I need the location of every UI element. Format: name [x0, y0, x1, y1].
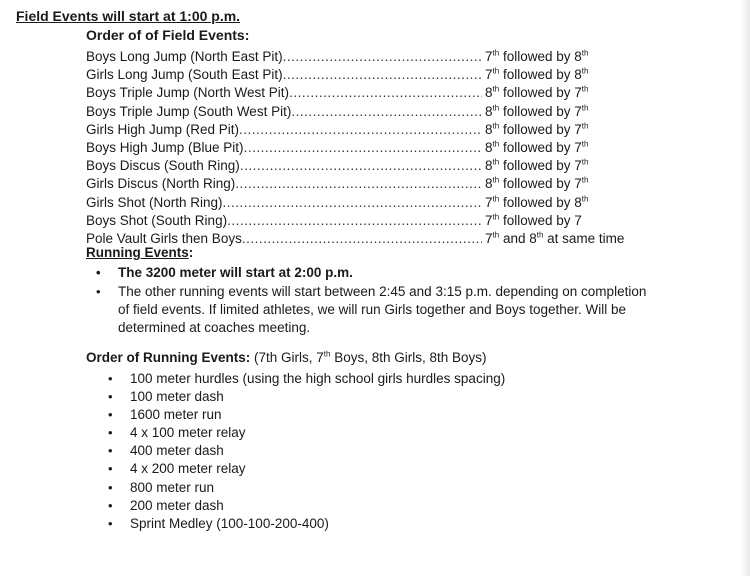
running-order-text: 200 meter dash — [130, 497, 224, 513]
field-event-then: followed by 8 — [499, 49, 582, 64]
field-event-row — [86, 139, 686, 157]
running-order-item — [108, 460, 608, 478]
field-event-name: Boys Triple Jump (South West Pit) ..... — [86, 103, 482, 121]
running-order-item — [108, 515, 608, 533]
field-event-name: Boys Long Jump (North East Pit) ..... — [86, 48, 482, 66]
field-event-first-sup: th — [492, 84, 500, 94]
order-note-part: (7th Girls, 7 — [250, 350, 324, 365]
running-events-label: Running Events — [86, 245, 189, 260]
bullet-icon: • — [96, 265, 101, 280]
field-event-first-sup: th — [492, 103, 500, 113]
running-note-item — [96, 264, 656, 282]
field-event-first-sup: th — [492, 48, 500, 58]
bullet-icon: • — [108, 479, 113, 495]
field-event-row — [86, 194, 686, 212]
field-events-list — [86, 48, 686, 248]
running-events-colon: : — [188, 245, 194, 260]
bullet-icon: • — [108, 461, 113, 477]
field-event-first-grade: 8 — [485, 85, 493, 101]
field-event-first-grade: 7 — [485, 67, 493, 83]
field-event-schedule — [484, 139, 588, 157]
field-event-name: Boys High Jump (Blue Pit) ..... — [86, 139, 482, 157]
field-event-first-grade: 7 — [485, 212, 493, 228]
order-note-part: Boys, 8th Girls, 8th Boys) — [330, 350, 487, 365]
field-event-then: followed by 8 — [499, 67, 582, 83]
bullet-icon: • — [108, 407, 113, 423]
field-event-schedule — [484, 103, 588, 121]
running-order-text: 100 meter dash — [130, 389, 224, 405]
field-event-name: Girls Shot (North Ring) ..... — [86, 194, 482, 212]
field-event-first-grade: 8 — [485, 139, 493, 155]
field-event-row — [86, 66, 686, 84]
running-order-text: 1600 meter run — [130, 407, 222, 423]
field-event-tail: at same time — [543, 230, 625, 246]
field-event-row — [86, 157, 686, 175]
field-event-first-grade: 8 — [485, 103, 493, 119]
field-event-row — [86, 84, 686, 102]
field-event-then: followed by 7 — [499, 121, 582, 137]
field-event-first-grade: 8 — [485, 158, 493, 174]
field-event-then: followed by 7 — [499, 103, 582, 119]
running-order-item — [108, 388, 608, 406]
field-event-schedule — [484, 212, 582, 230]
running-events-heading — [86, 245, 193, 260]
field-event-then-sup: th — [581, 194, 589, 203]
running-order-text: 400 meter dash — [130, 443, 224, 459]
field-event-then-sup: th — [581, 175, 589, 185]
running-order-list — [108, 370, 608, 533]
running-order-item — [108, 370, 608, 388]
field-event-schedule — [484, 175, 588, 193]
order-of-running-events-heading — [86, 350, 487, 365]
field-event-first-sup: th — [492, 66, 500, 76]
field-event-then-sup: th — [581, 103, 589, 113]
field-event-row — [86, 48, 686, 66]
bullet-icon: • — [108, 497, 113, 513]
running-note-item — [96, 283, 656, 337]
field-event-name: Girls Discus (North Ring) ..... — [86, 175, 482, 193]
bullet-icon: • — [108, 389, 113, 405]
field-event-name: Pole Vault Girls then Boys ..... — [86, 230, 482, 248]
field-event-then: followed by 7 — [499, 212, 582, 228]
field-event-row — [86, 103, 686, 121]
field-event-first-sup: th — [492, 230, 500, 240]
field-event-schedule — [484, 48, 588, 66]
running-note-text: The other running events will start between 2:45 and 3:15 p.m. depending on completion of field events. If limited athletes, we will run Girls together and Boys together. Will be determined at coaches meeting. — [118, 284, 647, 335]
field-event-row — [86, 175, 686, 193]
field-event-first-grade: 7 — [485, 194, 493, 210]
field-event-then-sup: th — [581, 139, 589, 149]
field-event-name: Girls Long Jump (South East Pit) ..... — [86, 66, 482, 84]
field-event-then-sup: th — [581, 157, 589, 167]
running-order-item — [108, 424, 608, 442]
field-event-row — [86, 121, 686, 139]
running-order-item — [108, 406, 608, 424]
field-event-first-grade: 8 — [485, 121, 493, 137]
field-event-then: followed by 8 — [499, 194, 582, 210]
field-event-first-grade: 7 — [485, 49, 493, 64]
field-event-first-sup: th — [492, 157, 500, 167]
field-event-name: Boys Discus (South Ring) ..... — [86, 157, 482, 175]
running-note-text: The 3200 meter will start at 2:00 p.m. — [118, 265, 353, 280]
running-notes-list — [96, 264, 656, 338]
field-event-then: and 8 — [499, 230, 537, 246]
field-event-then: followed by 7 — [499, 176, 582, 192]
page-edge-shadow — [740, 0, 750, 576]
field-event-schedule — [484, 66, 588, 84]
running-order-item — [108, 442, 608, 460]
field-event-then: followed by 7 — [499, 158, 582, 174]
running-order-text: 800 meter run — [130, 479, 215, 495]
field-event-first-sup: th — [492, 194, 500, 203]
running-order-text: 100 meter hurdles (using the high school girls hurdles spacing) — [130, 371, 506, 386]
field-event-first-grade: 8 — [485, 176, 493, 192]
field-event-then-sup: th — [581, 66, 589, 76]
field-event-schedule — [484, 121, 588, 139]
order-of-running-events-label: Order of Running Events: — [86, 350, 251, 365]
field-event-schedule — [484, 84, 588, 102]
order-note — [250, 350, 486, 365]
field-event-first-sup: th — [492, 121, 500, 131]
bullet-icon: • — [96, 284, 101, 299]
field-event-name: Boys Shot (South Ring) ..... — [86, 212, 482, 230]
field-event-then-sup: th — [581, 121, 589, 131]
running-order-text: 4 x 200 meter relay — [130, 461, 246, 477]
field-event-then-sup: th — [536, 230, 544, 240]
field-event-row — [86, 212, 686, 230]
bullet-icon: • — [108, 371, 113, 386]
running-order-item — [108, 497, 608, 515]
order-of-field-events-heading: Order of of Field Events: — [86, 27, 250, 43]
order-note-sup: th — [323, 349, 331, 359]
field-event-first-sup: th — [492, 175, 500, 185]
running-order-text: Sprint Medley (100-100-200-400) — [130, 515, 329, 531]
field-event-schedule — [484, 157, 588, 175]
bullet-icon: • — [108, 515, 113, 531]
field-event-then: followed by 7 — [499, 85, 582, 101]
bullet-icon: • — [108, 425, 113, 441]
field-events-title: Field Events will start at 1:00 p.m. — [16, 8, 241, 24]
running-order-text: 4 x 100 meter relay — [130, 425, 246, 441]
field-event-then-sup: th — [581, 48, 589, 58]
field-event-first-grade: 7 — [485, 230, 493, 246]
field-event-then: followed by 7 — [499, 139, 582, 155]
field-event-name: Girls High Jump (Red Pit) ..... — [86, 121, 482, 139]
field-event-schedule — [484, 194, 588, 212]
field-event-first-sup: th — [492, 139, 500, 149]
bullet-icon: • — [108, 443, 113, 459]
field-event-then-sup: th — [581, 84, 589, 94]
field-event-name: Boys Triple Jump (North West Pit) ..... — [86, 84, 482, 102]
running-order-item — [108, 479, 608, 497]
field-event-first-sup: th — [492, 212, 500, 222]
field-event-schedule — [484, 230, 624, 248]
